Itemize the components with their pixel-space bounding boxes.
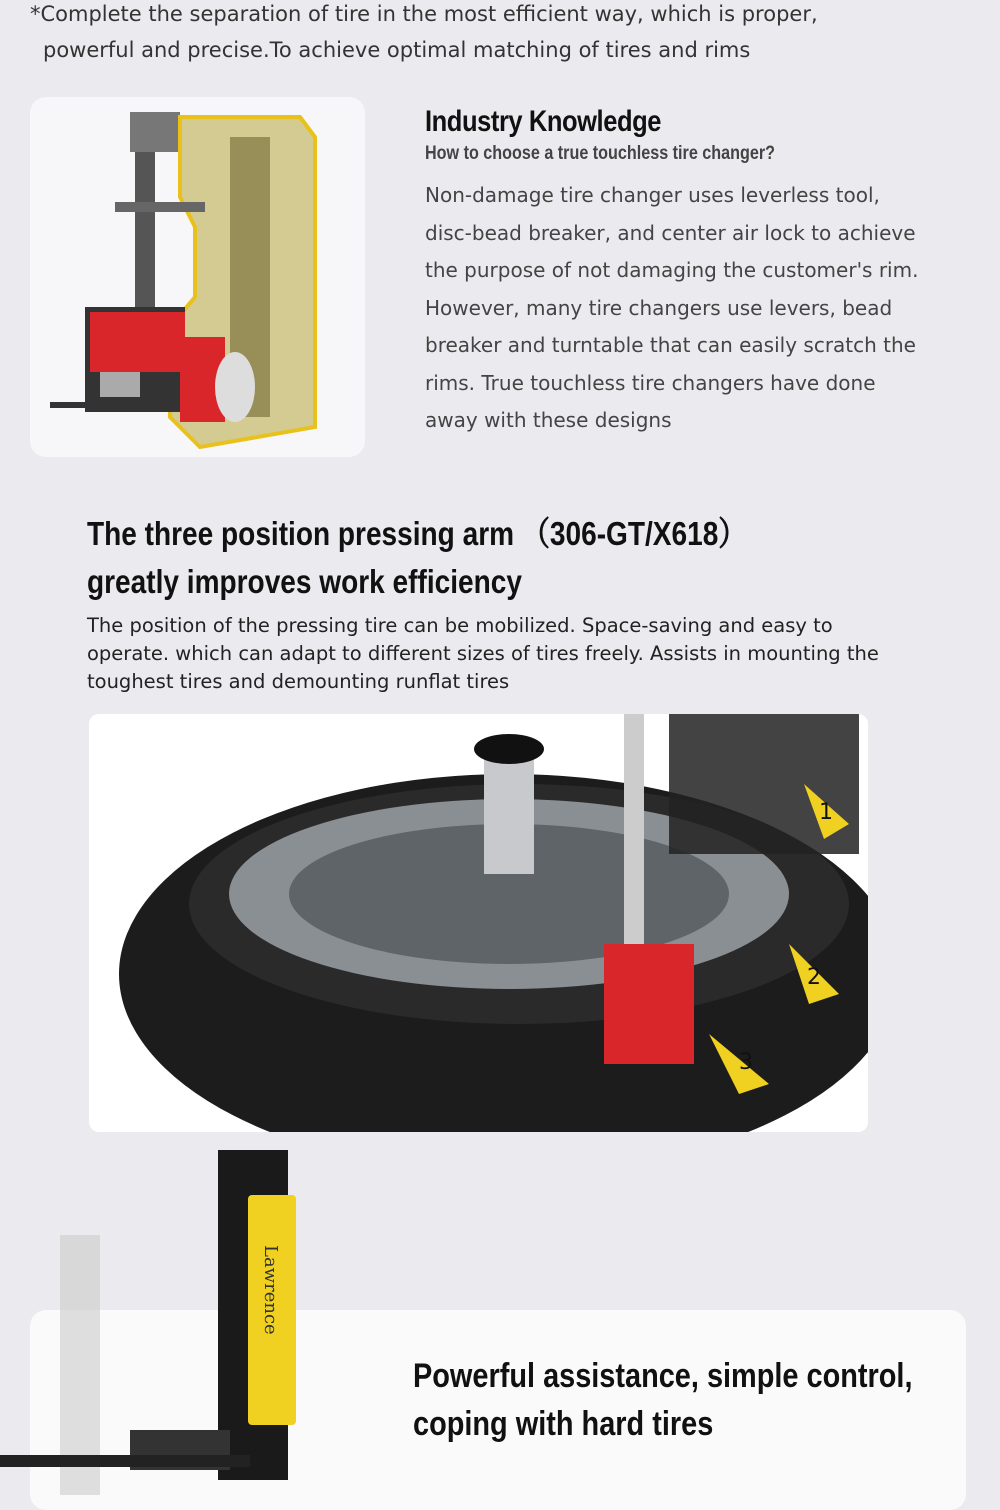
marker-1: 1 [819, 800, 833, 825]
pressing-arm-section [87, 510, 927, 696]
pressing-arm-title-2: greatly improves work efficiency [87, 563, 522, 600]
intro-line-1: *Complete the separation of tire in the most efficient way, which is proper, [30, 2, 818, 26]
intro-text [30, 0, 930, 68]
intro-line-2: powerful and precise.To achieve optimal matching of tires and rims [43, 38, 751, 62]
brand-label: Lawrence [260, 1245, 281, 1335]
pressing-arm-title-1: The three position pressing arm （306-GT/X618） [87, 515, 747, 552]
marker-2: 2 [807, 965, 821, 990]
industry-body: Non-damage tire changer uses leverless tool, disc-bead breaker, and center air lock to achieve the purpose of not damaging the customer's rim. However, many tire changers use levers, bead breaker and turntable that can easily scratch the rims. True touchless tire changers have done away with these designs [425, 183, 919, 432]
assist-section [413, 1352, 1000, 1448]
assist-title-1: Powerful assistance, simple control, [413, 1357, 913, 1395]
pressing-arm-tire-image [89, 714, 868, 1132]
assist-title-2: coping with hard tires [413, 1405, 714, 1443]
marker-3: 3 [739, 1050, 753, 1075]
pressing-arm-body: The position of the pressing tire can be mobilized. Space-saving and easy to operate. which can adapt to different sizes of tires freely. Assists in mounting the toughest tires and demounting runflat tires [87, 614, 879, 693]
pressing-arm-image [0, 1145, 320, 1500]
industry-knowledge-section [425, 105, 925, 440]
industry-subtitle: How to choose a true touchless tire changer? [425, 143, 775, 164]
industry-title: Industry Knowledge [425, 105, 662, 138]
tire-changer-image [30, 97, 365, 457]
